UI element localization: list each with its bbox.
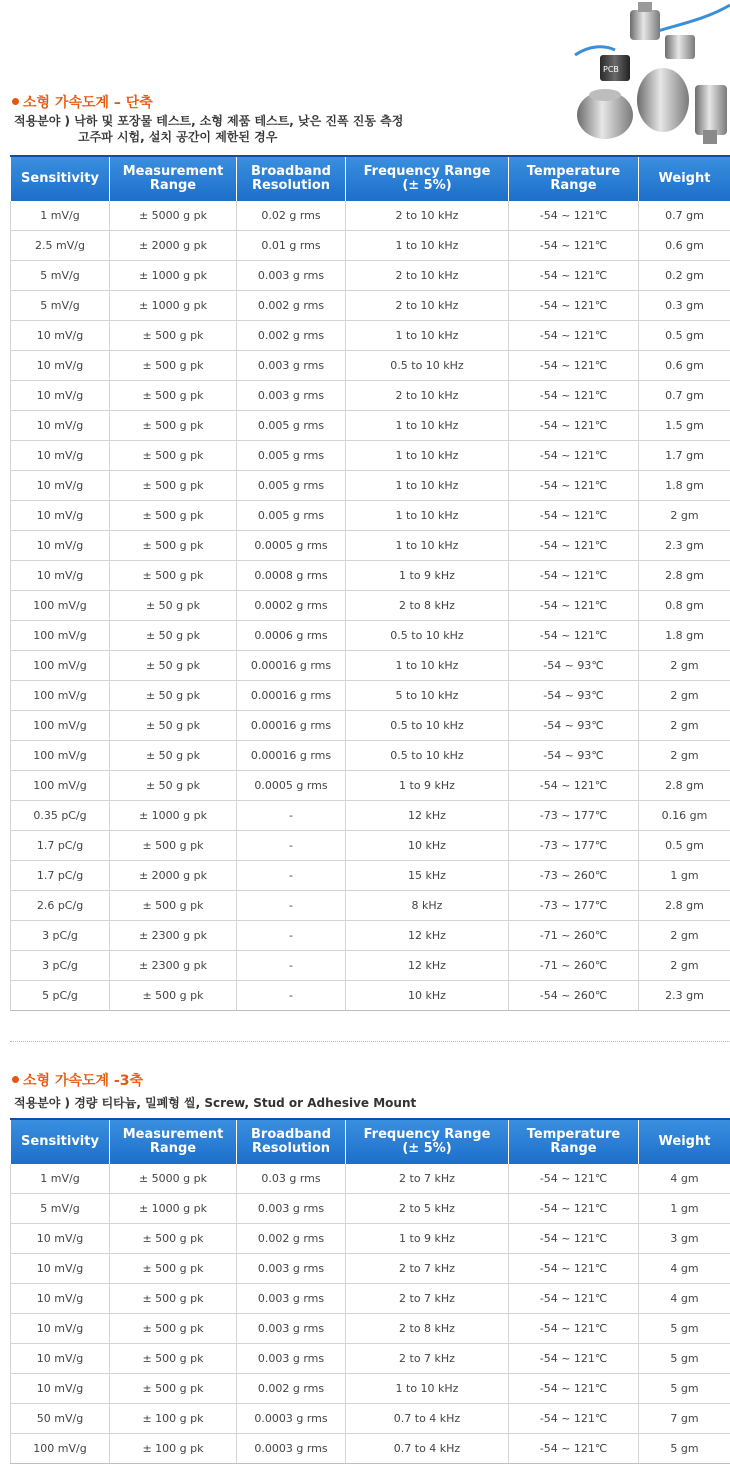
cell-weight: 1.8 gm — [639, 621, 730, 651]
cell-sensitivity: 100 mV/g — [11, 591, 110, 621]
cell-temperature-range: -54 ~ 121℃ — [509, 201, 639, 231]
cell-broadband-resolution: 0.00016 g rms — [237, 681, 346, 711]
cell-temperature-range: -54 ~ 121℃ — [509, 381, 639, 411]
cell-broadband-resolution: 0.0006 g rms — [237, 621, 346, 651]
cell-measurement-range: ± 500 g pk — [110, 531, 237, 561]
cell-broadband-resolution: 0.003 g rms — [237, 351, 346, 381]
cell-broadband-resolution: 0.03 g rms — [237, 1164, 346, 1194]
cell-frequency-range: 0.5 to 10 kHz — [346, 711, 509, 741]
cell-broadband-resolution: 0.01 g rms — [237, 231, 346, 261]
cell-weight: 2 gm — [639, 711, 730, 741]
table-row — [11, 441, 730, 471]
cell-measurement-range: ± 50 g pk — [110, 621, 237, 651]
cell-broadband-resolution: - — [237, 891, 346, 921]
cell-weight: 2.8 gm — [639, 561, 730, 591]
cell-frequency-range: 2 to 10 kHz — [346, 381, 509, 411]
cell-sensitivity: 10 mV/g — [11, 1284, 110, 1314]
table-row — [11, 891, 730, 921]
cell-frequency-range: 1 to 9 kHz — [346, 771, 509, 801]
cell-broadband-resolution: 0.005 g rms — [237, 471, 346, 501]
cell-sensitivity: 0.35 pC/g — [11, 801, 110, 831]
cell-sensitivity: 5 pC/g — [11, 981, 110, 1011]
spec-table-tri-axis — [10, 1118, 730, 1464]
cell-sensitivity: 1 mV/g — [11, 201, 110, 231]
cell-sensitivity: 100 mV/g — [11, 651, 110, 681]
cell-broadband-resolution: - — [237, 801, 346, 831]
cell-sensitivity: 10 mV/g — [11, 471, 110, 501]
cell-weight: 1 gm — [639, 1194, 730, 1224]
cell-broadband-resolution: 0.003 g rms — [237, 1314, 346, 1344]
table-row — [11, 1254, 730, 1284]
column-header-frequency-range: Frequency Range (± 5%) — [346, 1119, 509, 1164]
cell-broadband-resolution: 0.002 g rms — [237, 1224, 346, 1254]
cell-frequency-range: 2 to 8 kHz — [346, 1314, 509, 1344]
accelerometer-products-photo — [545, 0, 730, 150]
cell-temperature-range: -71 ~ 260℃ — [509, 921, 639, 951]
application-line: 적용분야 ) 경량 티타늄, 밀폐형 씰, Screw, Stud or Adhesive Mount — [14, 1096, 417, 1110]
cell-sensitivity: 1.7 pC/g — [11, 831, 110, 861]
cell-weight: 2 gm — [639, 501, 730, 531]
cell-measurement-range: ± 2000 g pk — [110, 231, 237, 261]
cell-broadband-resolution: 0.0005 g rms — [237, 771, 346, 801]
bullet-icon — [12, 98, 19, 105]
cell-measurement-range: ± 500 g pk — [110, 561, 237, 591]
cell-temperature-range: -54 ~ 121℃ — [509, 1164, 639, 1194]
cell-measurement-range: ± 500 g pk — [110, 411, 237, 441]
cell-weight: 4 gm — [639, 1254, 730, 1284]
cell-broadband-resolution: 0.0002 g rms — [237, 591, 346, 621]
cell-frequency-range: 1 to 10 kHz — [346, 321, 509, 351]
table-row — [11, 1404, 730, 1434]
column-header-frequency-range: Frequency Range (± 5%) — [346, 156, 509, 201]
cell-broadband-resolution: 0.005 g rms — [237, 411, 346, 441]
cell-temperature-range: -54 ~ 121℃ — [509, 1224, 639, 1254]
cell-weight: 2 gm — [639, 681, 730, 711]
cell-temperature-range: -54 ~ 121℃ — [509, 591, 639, 621]
cell-sensitivity: 10 mV/g — [11, 561, 110, 591]
spec-table-single-axis — [10, 155, 730, 1011]
cell-weight: 0.7 gm — [639, 381, 730, 411]
cell-broadband-resolution: 0.0008 g rms — [237, 561, 346, 591]
cell-sensitivity: 5 mV/g — [11, 261, 110, 291]
cell-frequency-range: 1 to 9 kHz — [346, 1224, 509, 1254]
cell-measurement-range: ± 50 g pk — [110, 651, 237, 681]
cell-sensitivity: 10 mV/g — [11, 441, 110, 471]
cell-sensitivity: 10 mV/g — [11, 1254, 110, 1284]
table-row — [11, 801, 730, 831]
cell-weight: 0.8 gm — [639, 591, 730, 621]
cell-sensitivity: 100 mV/g — [11, 621, 110, 651]
cell-frequency-range: 12 kHz — [346, 801, 509, 831]
cell-measurement-range: ± 50 g pk — [110, 591, 237, 621]
cell-weight: 2.8 gm — [639, 891, 730, 921]
table-row — [11, 1194, 730, 1224]
cell-broadband-resolution: 0.003 g rms — [237, 381, 346, 411]
application-line: 적용분야 ) 낙하 및 포장물 테스트, 소형 제품 테스트, 낮은 진폭 진동 측정 — [14, 114, 404, 128]
section-title-text: 소형 가속도계 – 단축 — [23, 95, 153, 111]
table-row — [11, 711, 730, 741]
cell-weight: 5 gm — [639, 1374, 730, 1404]
cell-temperature-range: -73 ~ 177℃ — [509, 801, 639, 831]
cell-sensitivity: 1 mV/g — [11, 1164, 110, 1194]
cell-frequency-range: 0.5 to 10 kHz — [346, 741, 509, 771]
cell-sensitivity: 100 mV/g — [11, 771, 110, 801]
table-row — [11, 741, 730, 771]
cell-weight: 2.3 gm — [639, 531, 730, 561]
table-row — [11, 411, 730, 441]
cell-frequency-range: 2 to 7 kHz — [346, 1164, 509, 1194]
cell-measurement-range: ± 500 g pk — [110, 1374, 237, 1404]
cell-broadband-resolution: - — [237, 861, 346, 891]
cell-measurement-range: ± 500 g pk — [110, 1344, 237, 1374]
cell-temperature-range: -54 ~ 121℃ — [509, 1434, 639, 1464]
column-header-temperature-range: Temperature Range — [509, 1119, 639, 1164]
table-row — [11, 261, 730, 291]
cell-weight: 3 gm — [639, 1224, 730, 1254]
section-divider — [10, 1041, 730, 1042]
column-header-broadband-resolution: Broadband Resolution — [237, 1119, 346, 1164]
cell-frequency-range: 15 kHz — [346, 861, 509, 891]
cell-temperature-range: -54 ~ 121℃ — [509, 1194, 639, 1224]
cell-weight: 5 gm — [639, 1314, 730, 1344]
cell-measurement-range: ± 500 g pk — [110, 321, 237, 351]
cell-measurement-range: ± 5000 g pk — [110, 201, 237, 231]
cell-measurement-range: ± 500 g pk — [110, 381, 237, 411]
cell-weight: 2 gm — [639, 951, 730, 981]
cell-sensitivity: 3 pC/g — [11, 951, 110, 981]
cell-frequency-range: 10 kHz — [346, 981, 509, 1011]
cell-measurement-range: ± 500 g pk — [110, 441, 237, 471]
cell-weight: 4 gm — [639, 1164, 730, 1194]
cell-broadband-resolution: 0.005 g rms — [237, 501, 346, 531]
table-row — [11, 531, 730, 561]
cell-measurement-range: ± 1000 g pk — [110, 801, 237, 831]
cell-temperature-range: -54 ~ 121℃ — [509, 771, 639, 801]
cell-broadband-resolution: 0.00016 g rms — [237, 711, 346, 741]
cell-temperature-range: -54 ~ 121℃ — [509, 351, 639, 381]
column-header-sensitivity: Sensitivity — [11, 156, 110, 201]
cell-weight: 0.6 gm — [639, 351, 730, 381]
cell-frequency-range: 0.5 to 10 kHz — [346, 351, 509, 381]
cell-temperature-range: -54 ~ 93℃ — [509, 651, 639, 681]
application-line-2: 고주파 시험, 설치 공간이 제한된 경우 — [78, 130, 278, 144]
cell-sensitivity: 10 mV/g — [11, 1224, 110, 1254]
cell-temperature-range: -54 ~ 93℃ — [509, 681, 639, 711]
cell-weight: 7 gm — [639, 1404, 730, 1434]
cell-frequency-range: 0.7 to 4 kHz — [346, 1434, 509, 1464]
table-row — [11, 381, 730, 411]
table-row — [11, 861, 730, 891]
cell-sensitivity: 10 mV/g — [11, 1374, 110, 1404]
cell-frequency-range: 5 to 10 kHz — [346, 681, 509, 711]
cell-broadband-resolution: 0.00016 g rms — [237, 741, 346, 771]
cell-sensitivity: 10 mV/g — [11, 411, 110, 441]
cell-frequency-range: 1 to 10 kHz — [346, 471, 509, 501]
cell-broadband-resolution: 0.003 g rms — [237, 1284, 346, 1314]
cell-temperature-range: -73 ~ 260℃ — [509, 861, 639, 891]
cell-temperature-range: -54 ~ 121℃ — [509, 441, 639, 471]
cell-temperature-range: -54 ~ 121℃ — [509, 1284, 639, 1314]
cell-sensitivity: 2.5 mV/g — [11, 231, 110, 261]
table-row — [11, 1434, 730, 1464]
cell-temperature-range: -54 ~ 121℃ — [509, 1374, 639, 1404]
cell-measurement-range: ± 50 g pk — [110, 771, 237, 801]
cell-broadband-resolution: 0.002 g rms — [237, 291, 346, 321]
cell-weight: 0.5 gm — [639, 831, 730, 861]
cell-measurement-range: ± 500 g pk — [110, 1224, 237, 1254]
table-row — [11, 471, 730, 501]
cell-temperature-range: -54 ~ 121℃ — [509, 501, 639, 531]
cell-frequency-range: 12 kHz — [346, 951, 509, 981]
table-row — [11, 591, 730, 621]
cell-temperature-range: -54 ~ 93℃ — [509, 741, 639, 771]
cell-temperature-range: -54 ~ 121℃ — [509, 261, 639, 291]
table-row — [11, 1164, 730, 1194]
table-row — [11, 771, 730, 801]
cell-frequency-range: 1 to 10 kHz — [346, 411, 509, 441]
svg-text:PCB: PCB — [603, 65, 619, 74]
cell-temperature-range: -54 ~ 121℃ — [509, 291, 639, 321]
cell-sensitivity: 10 mV/g — [11, 351, 110, 381]
cell-sensitivity: 2.6 pC/g — [11, 891, 110, 921]
cell-temperature-range: -73 ~ 177℃ — [509, 831, 639, 861]
cell-temperature-range: -54 ~ 121℃ — [509, 1344, 639, 1374]
cell-frequency-range: 2 to 10 kHz — [346, 291, 509, 321]
cell-broadband-resolution: 0.005 g rms — [237, 441, 346, 471]
cell-frequency-range: 2 to 7 kHz — [346, 1254, 509, 1284]
cell-broadband-resolution: 0.002 g rms — [237, 321, 346, 351]
cell-broadband-resolution: - — [237, 981, 346, 1011]
cell-broadband-resolution: 0.003 g rms — [237, 261, 346, 291]
cell-sensitivity: 100 mV/g — [11, 681, 110, 711]
cell-broadband-resolution: 0.002 g rms — [237, 1374, 346, 1404]
table-row — [11, 831, 730, 861]
cell-measurement-range: ± 500 g pk — [110, 1254, 237, 1284]
cell-frequency-range: 0.5 to 10 kHz — [346, 621, 509, 651]
cell-broadband-resolution: 0.003 g rms — [237, 1194, 346, 1224]
cell-measurement-range: ± 500 g pk — [110, 1284, 237, 1314]
section-title — [12, 92, 153, 112]
cell-weight: 2.8 gm — [639, 771, 730, 801]
table-row — [11, 501, 730, 531]
cell-measurement-range: ± 500 g pk — [110, 981, 237, 1011]
table-header-row — [11, 156, 730, 201]
cell-broadband-resolution: 0.02 g rms — [237, 201, 346, 231]
table-row — [11, 981, 730, 1011]
cell-frequency-range: 1 to 10 kHz — [346, 231, 509, 261]
table-row — [11, 231, 730, 261]
cell-temperature-range: -54 ~ 121℃ — [509, 621, 639, 651]
column-header-measurement-range: Measurement Range — [110, 1119, 237, 1164]
cell-frequency-range: 12 kHz — [346, 921, 509, 951]
cell-temperature-range: -54 ~ 121℃ — [509, 1404, 639, 1434]
cell-frequency-range: 2 to 10 kHz — [346, 201, 509, 231]
table-row — [11, 351, 730, 381]
cell-frequency-range: 1 to 10 kHz — [346, 501, 509, 531]
table-row — [11, 1374, 730, 1404]
cell-measurement-range: ± 500 g pk — [110, 891, 237, 921]
cell-measurement-range: ± 500 g pk — [110, 831, 237, 861]
cell-weight: 1.5 gm — [639, 411, 730, 441]
cell-frequency-range: 2 to 7 kHz — [346, 1284, 509, 1314]
cell-broadband-resolution: 0.0003 g rms — [237, 1404, 346, 1434]
cell-temperature-range: -54 ~ 121℃ — [509, 1314, 639, 1344]
column-header-temperature-range: Temperature Range — [509, 156, 639, 201]
cell-frequency-range: 1 to 10 kHz — [346, 1374, 509, 1404]
cell-weight: 0.6 gm — [639, 231, 730, 261]
bullet-icon — [12, 1076, 19, 1083]
cell-measurement-range: ± 1000 g pk — [110, 291, 237, 321]
cell-sensitivity: 100 mV/g — [11, 1434, 110, 1464]
cell-measurement-range: ± 50 g pk — [110, 681, 237, 711]
cell-frequency-range: 2 to 8 kHz — [346, 591, 509, 621]
cell-weight: 2 gm — [639, 651, 730, 681]
cell-broadband-resolution: - — [237, 831, 346, 861]
cell-sensitivity: 1.7 pC/g — [11, 861, 110, 891]
cell-temperature-range: -54 ~ 121℃ — [509, 561, 639, 591]
cell-measurement-range: ± 50 g pk — [110, 741, 237, 771]
cell-sensitivity: 100 mV/g — [11, 741, 110, 771]
cell-temperature-range: -54 ~ 260℃ — [509, 981, 639, 1011]
column-header-weight: Weight — [639, 156, 730, 201]
cell-measurement-range: ± 500 g pk — [110, 1314, 237, 1344]
table-header-row — [11, 1119, 730, 1164]
section-title-text: 소형 가속도계 -3축 — [23, 1073, 143, 1089]
cell-weight: 0.2 gm — [639, 261, 730, 291]
cell-weight: 0.3 gm — [639, 291, 730, 321]
cell-broadband-resolution: - — [237, 921, 346, 951]
table-row — [11, 1224, 730, 1254]
cell-weight: 0.16 gm — [639, 801, 730, 831]
cell-frequency-range: 8 kHz — [346, 891, 509, 921]
cell-sensitivity: 10 mV/g — [11, 381, 110, 411]
cell-broadband-resolution: - — [237, 951, 346, 981]
cell-frequency-range: 0.7 to 4 kHz — [346, 1404, 509, 1434]
cell-measurement-range: ± 500 g pk — [110, 471, 237, 501]
cell-weight: 1.8 gm — [639, 471, 730, 501]
cell-weight: 5 gm — [639, 1344, 730, 1374]
cell-measurement-range: ± 5000 g pk — [110, 1164, 237, 1194]
cell-frequency-range: 2 to 5 kHz — [346, 1194, 509, 1224]
cell-temperature-range: -54 ~ 121℃ — [509, 531, 639, 561]
cell-measurement-range: ± 2000 g pk — [110, 861, 237, 891]
cell-sensitivity: 5 mV/g — [11, 1194, 110, 1224]
cell-weight: 2.3 gm — [639, 981, 730, 1011]
cell-frequency-range: 2 to 7 kHz — [346, 1344, 509, 1374]
column-header-sensitivity: Sensitivity — [11, 1119, 110, 1164]
cell-measurement-range: ± 100 g pk — [110, 1404, 237, 1434]
cell-weight: 0.7 gm — [639, 201, 730, 231]
cell-measurement-range: ± 50 g pk — [110, 711, 237, 741]
table-row — [11, 561, 730, 591]
cell-temperature-range: -71 ~ 260℃ — [509, 951, 639, 981]
cell-temperature-range: -73 ~ 177℃ — [509, 891, 639, 921]
table-row — [11, 651, 730, 681]
cell-sensitivity: 10 mV/g — [11, 531, 110, 561]
cell-weight: 1.7 gm — [639, 441, 730, 471]
cell-measurement-range: ± 1000 g pk — [110, 261, 237, 291]
cell-frequency-range: 10 kHz — [346, 831, 509, 861]
cell-frequency-range: 1 to 10 kHz — [346, 531, 509, 561]
cell-measurement-range: ± 1000 g pk — [110, 1194, 237, 1224]
cell-weight: 1 gm — [639, 861, 730, 891]
table-row — [11, 1284, 730, 1314]
table-row — [11, 1314, 730, 1344]
cell-weight: 5 gm — [639, 1434, 730, 1464]
table-row — [11, 291, 730, 321]
cell-temperature-range: -54 ~ 121℃ — [509, 321, 639, 351]
cell-weight: 0.5 gm — [639, 321, 730, 351]
cell-frequency-range: 1 to 10 kHz — [346, 441, 509, 471]
section-title — [12, 1070, 143, 1090]
cell-sensitivity: 10 mV/g — [11, 1344, 110, 1374]
cell-broadband-resolution: 0.00016 g rms — [237, 651, 346, 681]
cell-frequency-range: 2 to 10 kHz — [346, 261, 509, 291]
cell-temperature-range: -54 ~ 93℃ — [509, 711, 639, 741]
cell-sensitivity: 10 mV/g — [11, 321, 110, 351]
cell-sensitivity: 10 mV/g — [11, 1314, 110, 1344]
cell-temperature-range: -54 ~ 121℃ — [509, 1254, 639, 1284]
cell-frequency-range: 1 to 10 kHz — [346, 651, 509, 681]
cell-temperature-range: -54 ~ 121℃ — [509, 231, 639, 261]
table-row — [11, 951, 730, 981]
cell-broadband-resolution: 0.0005 g rms — [237, 531, 346, 561]
cell-sensitivity: 5 mV/g — [11, 291, 110, 321]
column-header-weight: Weight — [639, 1119, 730, 1164]
cell-weight: 2 gm — [639, 921, 730, 951]
cell-sensitivity: 3 pC/g — [11, 921, 110, 951]
cell-sensitivity: 100 mV/g — [11, 711, 110, 741]
cell-broadband-resolution: 0.003 g rms — [237, 1344, 346, 1374]
cell-temperature-range: -54 ~ 121℃ — [509, 471, 639, 501]
column-header-measurement-range: Measurement Range — [110, 156, 237, 201]
cell-temperature-range: -54 ~ 121℃ — [509, 411, 639, 441]
cell-measurement-range: ± 2300 g pk — [110, 951, 237, 981]
table-row — [11, 1344, 730, 1374]
table-row — [11, 321, 730, 351]
cell-sensitivity: 50 mV/g — [11, 1404, 110, 1434]
cell-weight: 4 gm — [639, 1284, 730, 1314]
table-row — [11, 621, 730, 651]
table-row — [11, 201, 730, 231]
section-tri-axis — [0, 1050, 730, 1470]
cell-weight: 2 gm — [639, 741, 730, 771]
table-row — [11, 681, 730, 711]
cell-measurement-range: ± 2300 g pk — [110, 921, 237, 951]
cell-measurement-range: ± 100 g pk — [110, 1434, 237, 1464]
cell-broadband-resolution: 0.003 g rms — [237, 1254, 346, 1284]
cell-sensitivity: 10 mV/g — [11, 501, 110, 531]
column-header-broadband-resolution: Broadband Resolution — [237, 156, 346, 201]
cell-measurement-range: ± 500 g pk — [110, 351, 237, 381]
cell-measurement-range: ± 500 g pk — [110, 501, 237, 531]
cell-frequency-range: 1 to 9 kHz — [346, 561, 509, 591]
cell-broadband-resolution: 0.0003 g rms — [237, 1434, 346, 1464]
table-row — [11, 921, 730, 951]
